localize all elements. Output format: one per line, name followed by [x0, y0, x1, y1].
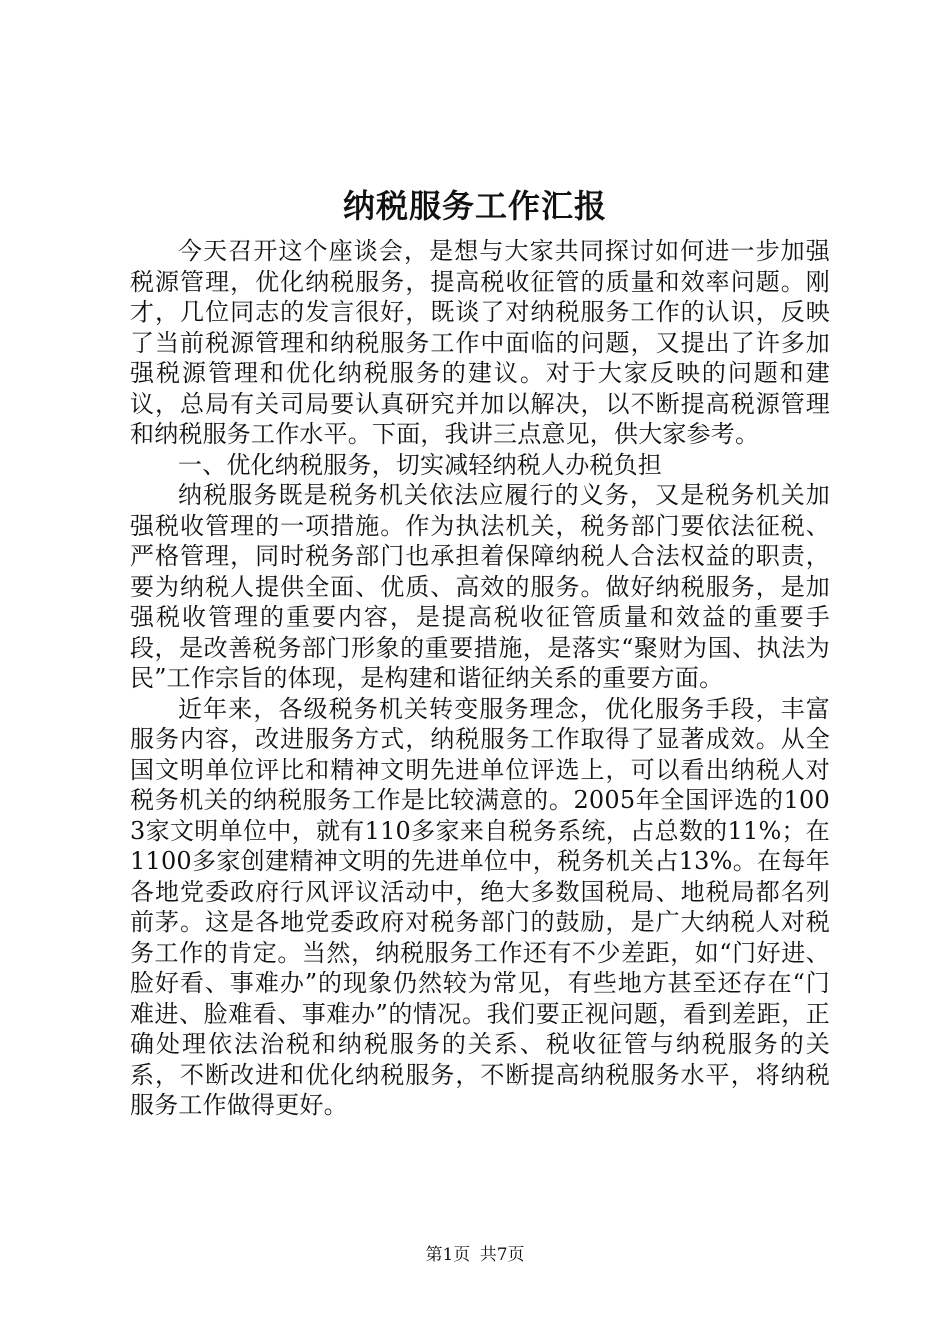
page-total: 共7页	[479, 1245, 525, 1265]
document-body	[130, 236, 830, 1121]
document-title: 纳税服务工作汇报	[342, 187, 607, 225]
paragraph-intro: 今天召开这个座谈会，是想与大家共同探讨如何进一步加强税源管理，优化纳税服务，提高税收征管的质量和效率问题。刚才，几位同志的发言很好，既谈了对纳税服务工作的认识，反映了当前税源管理和纳税服务工作中面临的问题，又提出了许多加强税源管理和优化纳税服务的建议。对于大家反映的问题和建议，总局有关司局要认真研究并加以解决，以不断提高税源管理和纳税服务工作水平。下面，我讲三点意见，供大家参考。	[130, 237, 830, 448]
page-number: 第1页	[425, 1245, 471, 1265]
paragraph-recent-years: 近年来，各级税务机关转变服务理念，优化服务手段，丰富服务内容，改进服务方式，纳税服务工作取得了显著成效。从全国文明单位评比和精神文明先进单位评选上，可以看出纳税人对税务机关的纳税服务工作是比较满意的。2005年全国评选的1003家文明单位中，就有110多家来自税务系统，占总数的11%；在1100多家创建精神文明的先进单位中，税务机关占13%。在每年各地党委政府行风评议活动中，绝大多数国税局、地税局都名列前茅。这是各地党委政府对税务部门的鼓励，是广大纳税人对税务工作的肯定。当然，纳税服务工作还有不少差距，如“门好进、脸好看、事难办”的现象仍然较为常见，有些地方甚至还存在“门难进、脸难看、事难办”的情况。我们要正视问题，看到差距，正确处理依法治税和纳税服务的关系、税收征管与纳税服务的关系，不断改进和优化纳税服务，不断提高纳税服务水平，将纳税服务工作做得更好。	[130, 694, 830, 1119]
section-heading-1: 一、优化纳税服务，切实减轻纳税人办税负担	[178, 450, 662, 479]
paragraph-service-duty: 纳税服务既是税务机关依法应履行的义务，又是税务机关加强税收管理的一项措施。作为执法机关，税务部门要依法征税、严格管理，同时税务部门也承担着保障纳税人合法权益的职责，要为纳税人提供全面、优质、高效的服务。做好纳税服务，是加强税收管理的重要内容，是提高税收征管质量和效益的重要手段，是改善税务部门形象的重要措施，是落实“聚财为国、执法为民”工作宗旨的体现，是构建和谐征纳关系的重要方面。	[130, 481, 830, 692]
page-footer	[0, 1243, 950, 1267]
